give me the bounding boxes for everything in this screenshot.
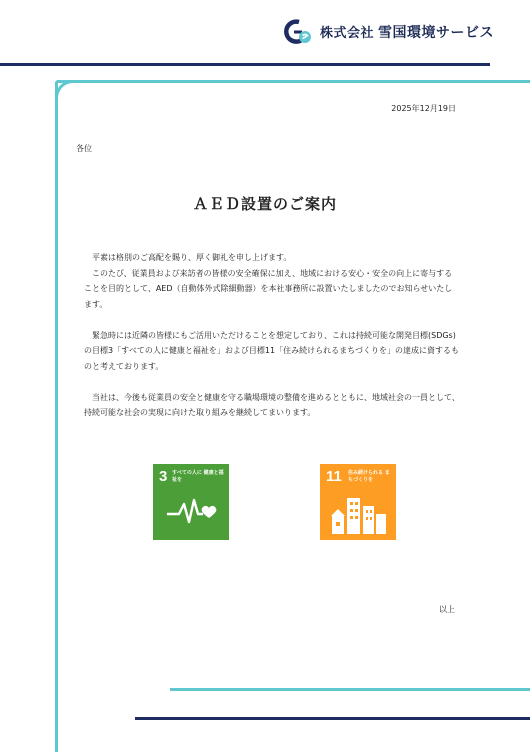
company-logo-icon (283, 19, 313, 45)
letter-body (84, 250, 460, 436)
city-buildings-icon (320, 464, 396, 540)
sdg-goal-11-badge (320, 464, 396, 540)
left-teal-border (55, 82, 58, 752)
frame-corner (55, 80, 79, 104)
bottom-navy-rule (135, 717, 530, 720)
announcement-paragraph: このたび、従業員および来訪者の皆様の安全確保に加え、地域における安心・安全の向上に寄与することを目的として、AED（自動体外式除細動器）を本社事務所に設置いたしましたのでお知らせいたします。 (84, 268, 453, 309)
top-teal-rule (55, 80, 530, 83)
bottom-teal-rule (170, 688, 530, 691)
heartbeat-icon (153, 464, 229, 540)
sdg-label: すべての人に 健康と福祉を (172, 470, 224, 483)
sdg-label: 住み続けられる まちづくりを (348, 470, 390, 483)
commitment-paragraph: 当社は、今後も従業員の安全と健康を守る職場環境の整備を進めるとともに、地域社会の一員として、持続可能な社会の実現に向けた取り組みを継続してまいります。 (84, 392, 460, 417)
sdg-goal-3-badge (153, 464, 229, 540)
letter-date: 2025年12月19日 (391, 104, 456, 113)
page-title: ＡＥＤ設置のご案内 (192, 195, 337, 213)
addressee: 各位 (76, 144, 92, 153)
company-name (320, 22, 494, 42)
company-prefix: 株式会社 (320, 26, 375, 41)
company-name-main: 雪国環境サービス (378, 25, 495, 41)
closing-remark: 以上 (439, 605, 455, 614)
top-navy-rule (0, 63, 490, 66)
sdg-number: 11 (326, 468, 342, 485)
sdgs-paragraph: 緊急時には近隣の皆様にもご活用いただけることを想定しており、これは持続可能な開発目標(SDGs)の目標3「すべての人に健康と福祉を」および目標11「住み続けられるまちづくりを」の達成に資するものと考えております。 (84, 330, 460, 371)
greeting-paragraph: 平素は格別のご高配を賜り、厚く御礼を申し上げます。 (92, 253, 292, 262)
letterhead (0, 0, 530, 60)
sdg-number: 3 (159, 468, 168, 485)
